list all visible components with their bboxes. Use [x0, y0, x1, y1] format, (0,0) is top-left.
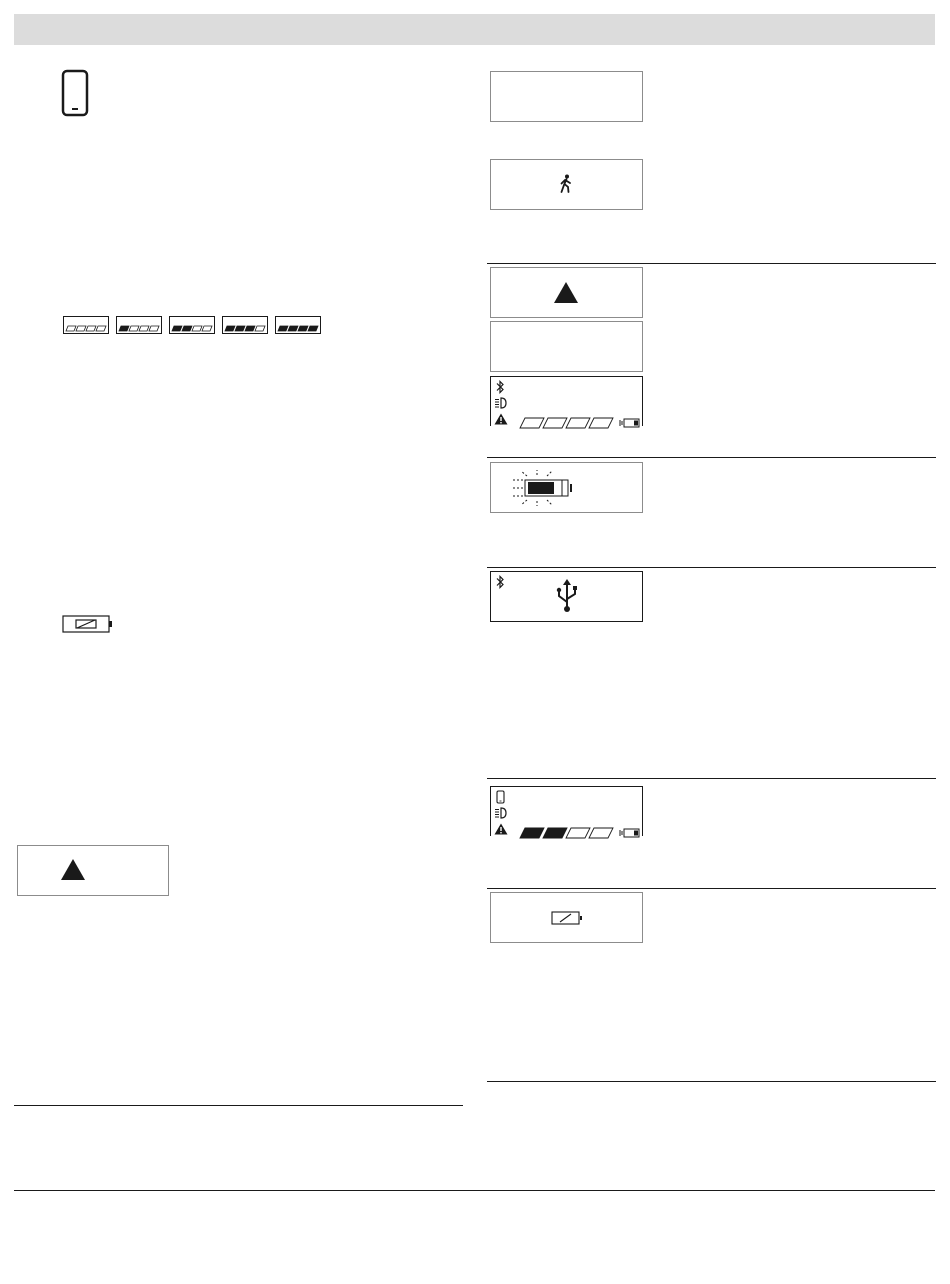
assist-segment	[543, 828, 567, 838]
assist-segment	[202, 326, 212, 331]
assist-segment	[172, 326, 182, 331]
assist-segment	[235, 326, 245, 331]
footer-divider	[14, 1190, 935, 1191]
warning-triangle-icon	[553, 281, 579, 304]
right-divider-1	[487, 263, 936, 264]
right-divider-5	[487, 888, 936, 889]
assist-segment	[589, 828, 613, 838]
warning-display-panel	[17, 845, 169, 896]
battery-empty-icon	[62, 615, 114, 633]
assist-segment	[566, 828, 590, 838]
assist-segment	[76, 326, 86, 331]
assist-segment	[543, 418, 567, 428]
right-divider-2	[487, 457, 936, 458]
assist-segment	[298, 326, 308, 331]
header-bar	[14, 14, 935, 45]
right-divider-6	[487, 1081, 936, 1082]
battery-charging-display-panel	[490, 462, 643, 513]
assist-segment	[129, 326, 139, 331]
battery-empty-display-panel	[490, 892, 643, 943]
assist-segment	[66, 326, 76, 331]
assist-segment	[96, 326, 106, 331]
assist-level-bar	[519, 417, 615, 429]
status-display-ble-panel	[490, 376, 643, 426]
assist-segment	[225, 326, 235, 331]
blank-display-panel	[490, 71, 643, 122]
blank-display-panel-2	[490, 321, 643, 372]
assist-segment	[308, 326, 318, 331]
warning-icon	[494, 823, 508, 835]
walk-icon	[559, 174, 573, 194]
bluetooth-icon	[495, 575, 505, 589]
assist-level-indicator-1	[116, 316, 162, 334]
right-divider-3	[487, 567, 936, 568]
assist-segment	[245, 326, 255, 331]
assist-segment	[86, 326, 96, 331]
assist-level-indicator-4	[275, 316, 321, 334]
assist-segment	[149, 326, 159, 331]
left-divider	[14, 1105, 463, 1106]
assist-segment	[182, 326, 192, 331]
assist-level-indicator-3	[222, 316, 268, 334]
assist-segment	[520, 418, 544, 428]
assist-segment	[520, 828, 544, 838]
warning-triangle-icon	[60, 858, 86, 881]
usb-display-panel	[490, 571, 643, 622]
assist-segment	[566, 418, 590, 428]
assist-level-bar	[519, 827, 615, 839]
bluetooth-icon	[495, 380, 505, 394]
assist-segment	[255, 326, 265, 331]
battery-flashing-icon	[511, 470, 577, 506]
assist-segment	[119, 326, 129, 331]
warning-icon	[494, 413, 508, 425]
smartphone-icon	[61, 69, 89, 117]
assist-level-indicator-0	[63, 316, 109, 334]
assist-segment	[589, 418, 613, 428]
assist-segment	[278, 326, 288, 331]
smartphone-icon	[496, 790, 505, 804]
assist-segment	[288, 326, 298, 331]
right-divider-4	[487, 778, 936, 779]
light-icon	[494, 807, 508, 819]
battery-icon	[619, 418, 641, 428]
assist-level-indicator-2	[169, 316, 215, 334]
warning-display-panel-right	[490, 267, 643, 318]
assist-segment	[139, 326, 149, 331]
walk-assist-display-panel	[490, 159, 643, 210]
battery-icon	[619, 828, 641, 838]
usb-icon	[555, 578, 579, 614]
light-icon	[494, 397, 508, 409]
status-display-phone-panel	[490, 786, 643, 836]
assist-segment	[192, 326, 202, 331]
battery-empty-icon	[551, 911, 585, 925]
